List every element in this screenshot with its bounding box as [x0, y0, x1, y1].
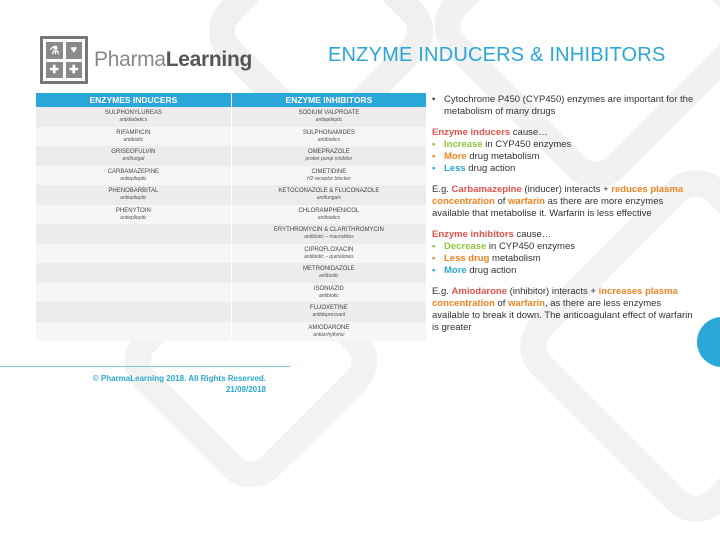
- table-row: [36, 224, 427, 244]
- drug-name: METRONIDAZOLE: [303, 266, 355, 273]
- inhibitor-cell: [231, 302, 426, 322]
- inducer-cell: [36, 302, 231, 322]
- table-row: [36, 185, 427, 205]
- table-row: [36, 107, 427, 127]
- inducer-cell: [36, 107, 231, 127]
- drug-name: KETOCONAZOLE & FLUCONAZOLE: [278, 188, 380, 195]
- drug-class: antibiotic – macrolides: [304, 234, 354, 241]
- drug-class: antiepileptic: [315, 117, 343, 124]
- inhibitor-cell: [231, 283, 426, 303]
- inducer-effect-item: • Increase in CYP450 enzymes: [432, 139, 572, 150]
- table-row: [36, 322, 427, 342]
- drug-class: antibiotic – quinolones: [304, 253, 354, 260]
- inducer-cell: [36, 146, 231, 166]
- footer: [60, 373, 266, 395]
- drug-class: proton pump inhibitor: [305, 156, 353, 163]
- inhibitor-effect-item: • More drug action: [432, 265, 517, 276]
- drug-class: H2 receptor blocker: [307, 175, 351, 182]
- table-row: [36, 146, 427, 166]
- drug-name: CIMETIDINE: [311, 168, 347, 175]
- inducer-cell: [36, 244, 231, 264]
- drug-class: antiarrhythmic: [313, 331, 345, 338]
- intro-bullet: • Cytochrome P450 (CYP450) enzymes are important for the metabolism of many drugs: [432, 94, 694, 117]
- inhibitor-cell: [231, 224, 426, 244]
- inhibitor-effect-item: • Less drug metabolism: [432, 253, 541, 264]
- footer-date: 21/09/2018: [225, 385, 266, 394]
- footer-divider: [0, 366, 290, 367]
- inhibitor-cell: [231, 244, 426, 264]
- inducer-cell: [36, 322, 231, 342]
- table-row: [36, 127, 427, 147]
- table-row: [36, 205, 427, 225]
- drug-name: GRISEOFULVIN: [111, 149, 156, 156]
- notes-panel: [432, 94, 697, 334]
- drug-class: antiepileptic: [120, 175, 147, 182]
- logo-text: PharmaLearning: [94, 48, 253, 71]
- enzyme-table: [36, 93, 427, 341]
- drug-name: RIFAMPICIN: [116, 129, 151, 136]
- drug-class: antibiotics: [317, 214, 340, 221]
- drug-name: PHENOBARBITAL: [108, 188, 159, 195]
- inducer-effect-item: • More drug metabolism: [432, 151, 540, 162]
- inducer-cell: [36, 263, 231, 283]
- inhibitor-cell: [231, 107, 426, 127]
- copyright-text: © PharmaLearning 2018. All Rights Reserved.: [92, 374, 266, 383]
- inhibitor-cell: [231, 166, 426, 186]
- drug-name: OMEPRAZOLE: [308, 149, 350, 156]
- example-amiodarone: E.g. Amiodarone (inhibitor) interacts + increases plasma concentration of warfarin, as there are less enzymes available to break it down. The anticoagulant effect of warfarin is greater: [432, 286, 693, 333]
- inducer-cell: [36, 185, 231, 205]
- drug-name: CHLORAMPHENICOL: [298, 207, 360, 214]
- table-row: [36, 244, 427, 264]
- table-row: [36, 283, 427, 303]
- inhibitor-cell: [231, 185, 426, 205]
- drug-name: AMIODARONE: [308, 324, 350, 331]
- inducer-cell: [36, 224, 231, 244]
- inhibitors-list: [432, 241, 697, 277]
- inducer-cell: [36, 205, 231, 225]
- drug-class: antidiabetics: [119, 117, 148, 124]
- inhibitor-cell: [231, 146, 426, 166]
- drug-class: antiepileptic: [120, 195, 147, 202]
- inducer-cell: [36, 283, 231, 303]
- drug-name: FLUOXETINE: [310, 305, 348, 312]
- inhibitors-heading: Enzyme inhibitors cause…: [432, 229, 552, 240]
- drug-class: antiepileptic: [120, 214, 147, 221]
- logo: [40, 36, 252, 84]
- inducer-effect-item: • Less drug action: [432, 163, 516, 174]
- drug-class: antifungal: [122, 156, 145, 163]
- column-header-inducers: ENZYMES INDUCERS: [36, 93, 231, 107]
- drug-name: CARBAMAZEPINE: [107, 168, 160, 175]
- inducer-cell: [36, 127, 231, 147]
- inducers-heading: Enzyme inducers cause…: [432, 127, 548, 138]
- drug-class: antifungals: [316, 195, 341, 202]
- drug-class: antidepressant: [312, 312, 346, 319]
- drug-name: ERYTHROMYCIN & CLARITHROMYCIN: [273, 227, 384, 234]
- drug-name: PHENYTOIN: [115, 207, 151, 214]
- column-header-inhibitors: ENZYME INHIBITORS: [231, 93, 426, 107]
- inhibitor-cell: [231, 127, 426, 147]
- inhibitor-cell: [231, 263, 426, 283]
- drug-name: SODIUM VALPROATE: [298, 110, 360, 117]
- drug-name: SULPHONAMIDES: [302, 129, 355, 136]
- drug-class: antibiotic: [319, 273, 339, 280]
- inducers-list: [432, 139, 697, 175]
- drug-class: antibiotic: [319, 292, 339, 299]
- drug-class: antibiotic: [123, 136, 144, 143]
- example-carbamazepine: E.g. Carbamazepine (inducer) interacts + reduces plasma concentration of warfarin as there are more enzymes available that metabolise it. Warfarin is less effective: [432, 184, 684, 219]
- table-row: [36, 263, 427, 283]
- table-row: [36, 166, 427, 186]
- drug-name: ISONIAZID: [313, 285, 344, 292]
- drug-class: antibiotics: [317, 136, 340, 143]
- inhibitor-cell: [231, 205, 426, 225]
- drug-name: CIPROFLOXACIN: [304, 246, 354, 253]
- inducer-cell: [36, 166, 231, 186]
- slide-title: ENZYME INDUCERS & INHIBITORS: [328, 44, 666, 66]
- inhibitor-cell: [231, 322, 426, 342]
- pharmalearning-logo-icon: ⚗ ♥ ✚ ✚: [40, 36, 88, 84]
- table-row: [36, 302, 427, 322]
- drug-name: SULPHONYLUREAS: [104, 110, 162, 117]
- inhibitor-effect-item: • Decrease in CYP450 enzymes: [432, 241, 575, 252]
